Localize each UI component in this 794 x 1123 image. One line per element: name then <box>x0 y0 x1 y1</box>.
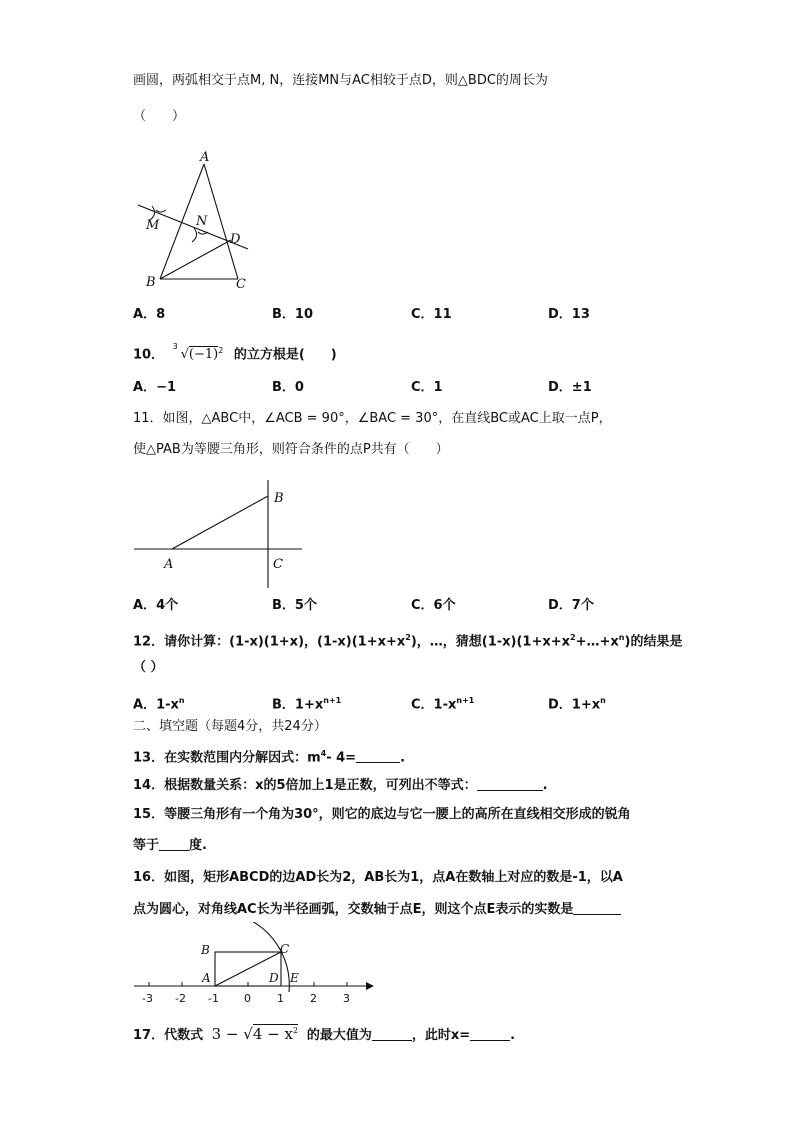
q9-option-b[interactable]: B．10 <box>272 307 314 322</box>
q11-option-b[interactable]: B．5个 <box>272 598 317 613</box>
q9-triangle-figure <box>130 148 260 293</box>
q12-option-d[interactable]: D．$1+x^n$ <box>548 696 606 713</box>
q12-sup-a: 2 <box>405 633 411 642</box>
q9-label-b: B <box>146 275 156 290</box>
q13-stem <box>133 745 405 767</box>
q16-label-d: D <box>269 971 279 985</box>
q14-text: 14．根据数量关系：x的5倍加上1是正数，可列出不等式： <box>133 778 477 793</box>
q12-text-d: )的结果是 <box>624 634 683 650</box>
q10-radicand: (−1) <box>188 347 219 363</box>
q15-line2-prefix: 等于 <box>133 838 160 853</box>
q12-sup-c: n <box>618 633 625 642</box>
q11-line2-text: 使△PAB为等腰三角形，则符合条件的点P共有（ ） <box>133 442 449 457</box>
q10-exponent: 2 <box>218 346 224 355</box>
q16-tick-0: 0 <box>244 992 251 1005</box>
q10-text: 的立方根是( ) <box>233 347 337 363</box>
q12-option-a[interactable]: A．$1-x^n$ <box>133 696 185 713</box>
q16-tick-neg2: -2 <box>175 992 186 1005</box>
q11-label-a: A <box>164 557 174 572</box>
q12-line2-text: （ ） <box>133 660 164 675</box>
q10-radical-index: 3 <box>172 342 178 351</box>
q17-end: . <box>510 1028 516 1043</box>
q11-option-d[interactable]: D．7个 <box>548 598 594 613</box>
q12-option-c[interactable]: C．$1-x^{n+1}$ <box>411 696 475 713</box>
q9-text-line2 <box>133 108 185 126</box>
q17-stem <box>133 1022 515 1045</box>
q10-stem <box>133 342 337 364</box>
q16-tick-neg3: -3 <box>142 992 153 1005</box>
q12-text-c: +…+x <box>575 634 619 650</box>
q13-end: . <box>400 750 406 766</box>
q14-stem <box>133 776 548 795</box>
q11-stem-line2 <box>133 441 449 459</box>
q16-label-c: C <box>280 942 290 956</box>
q9-label-a: A <box>200 150 210 165</box>
q16-label-b: B <box>201 943 210 957</box>
q9-option-c[interactable]: C．11 <box>411 307 452 322</box>
q12-text-b: )，…，猜想(1-x)(1+x+x <box>410 634 571 650</box>
q9-option-d[interactable]: D．13 <box>548 307 590 322</box>
q12-option-b[interactable]: B．$1+x^{n+1}$ <box>272 696 342 713</box>
q9-label-n: N <box>196 214 208 229</box>
q17-radicand: 4 − x <box>252 1025 293 1043</box>
q12-stem-line1 <box>133 629 682 651</box>
q13-prefix: 13．在实数范围内分解因式：m <box>133 750 321 766</box>
q9-label-m: M <box>146 218 160 233</box>
q11-line1-text: 11．如图，△ABC中，∠ACB = 90°，∠BAC = 30°，在直线BC或AC上取一点P， <box>133 411 612 426</box>
q11-option-a[interactable]: A．4个 <box>133 598 179 613</box>
q16-line2-text: 点为圆心，对角线AC长为半径画弧，交数轴于点E，则这个点E表示的实数是 <box>133 902 574 917</box>
q16-tick-2: 2 <box>310 992 317 1005</box>
q10-option-b[interactable]: B．0 <box>272 380 304 395</box>
q13-answer-blank[interactable] <box>356 748 400 763</box>
q16-tick-neg1: -1 <box>208 992 219 1005</box>
q12-text-a: 12．请你计算：(1-x)(1+x)，(1-x)(1+x+x <box>133 634 406 650</box>
q17-radicand-wrap <box>253 1024 298 1043</box>
q16-stem-line2 <box>133 900 621 919</box>
q11-label-b: B <box>274 491 284 506</box>
q16-line1-text: 16．如图，矩形ABCD的边AD长为2，AB长为1，点A在数轴上对应的数是-1，以A <box>133 870 623 885</box>
q17-expression: $3 - √4 - x^2$ <box>211 1025 299 1043</box>
q15-answer-blank[interactable] <box>159 836 189 851</box>
q17-mid: 的最大值为 <box>306 1028 372 1043</box>
q15-line1-text: 15．等腰三角形有一个角为30°，则它的底边与它一腰上的高所在直线相交形成的锐角 <box>133 807 631 822</box>
q9-label-c: C <box>236 277 246 292</box>
q10-option-c[interactable]: C．1 <box>411 380 443 395</box>
q11-label-c: C <box>273 557 283 572</box>
q17-prefix: 17．代数式 <box>133 1028 204 1043</box>
q13-suffix: - 4= <box>326 750 357 766</box>
q14-end: . <box>542 778 548 793</box>
q10-radical: 3 $√(-1)^2$ <box>175 342 224 364</box>
q9-label-d: D <box>230 232 241 247</box>
q11-option-c[interactable]: C．6个 <box>411 598 456 613</box>
q9-option-a[interactable]: A．8 <box>133 307 166 322</box>
q15-stem-line2 <box>133 836 207 855</box>
q10-number: 10． <box>133 347 165 363</box>
q9-line1-text: 画圆，两弧相交于点M, N，连接MN与AC相较于点D，则△BDC的周长为 <box>133 73 548 88</box>
section2-heading <box>133 718 327 736</box>
q10-option-d[interactable]: D．±1 <box>548 380 592 395</box>
q15-stem-line1 <box>133 806 631 824</box>
q17-expr-lead: 3 − <box>211 1025 239 1043</box>
q16-stem-line1 <box>133 869 623 887</box>
q16-answer-blank[interactable] <box>573 900 621 915</box>
q16-label-e: E <box>290 971 299 985</box>
q15-line2-suffix: 度. <box>189 838 207 853</box>
q17-radicand-sup: 2 <box>292 1026 299 1035</box>
q13-sup: 4 <box>320 749 327 758</box>
q10-option-a[interactable]: A．−1 <box>133 380 177 395</box>
q16-tick-1: 1 <box>277 992 284 1005</box>
q9-line2-text: （ ） <box>133 109 186 124</box>
q9-text-line1 <box>133 72 548 90</box>
q12-stem-line2 <box>133 659 164 677</box>
section2-heading-text: 二、填空题（每题4分，共24分） <box>133 719 327 734</box>
q11-right-triangle-figure <box>134 478 309 593</box>
q16-tick-3: 3 <box>343 992 350 1005</box>
q12-sup-b: 2 <box>570 633 576 642</box>
q17-mid2: ，此时x= <box>411 1028 471 1043</box>
q17-answer-blank-2[interactable] <box>470 1026 510 1041</box>
q14-answer-blank[interactable] <box>477 776 543 791</box>
q11-stem-line1 <box>133 410 612 428</box>
q16-number-line-figure <box>130 922 375 1007</box>
q17-answer-blank-1[interactable] <box>372 1026 412 1041</box>
q16-label-a: A <box>202 971 211 985</box>
